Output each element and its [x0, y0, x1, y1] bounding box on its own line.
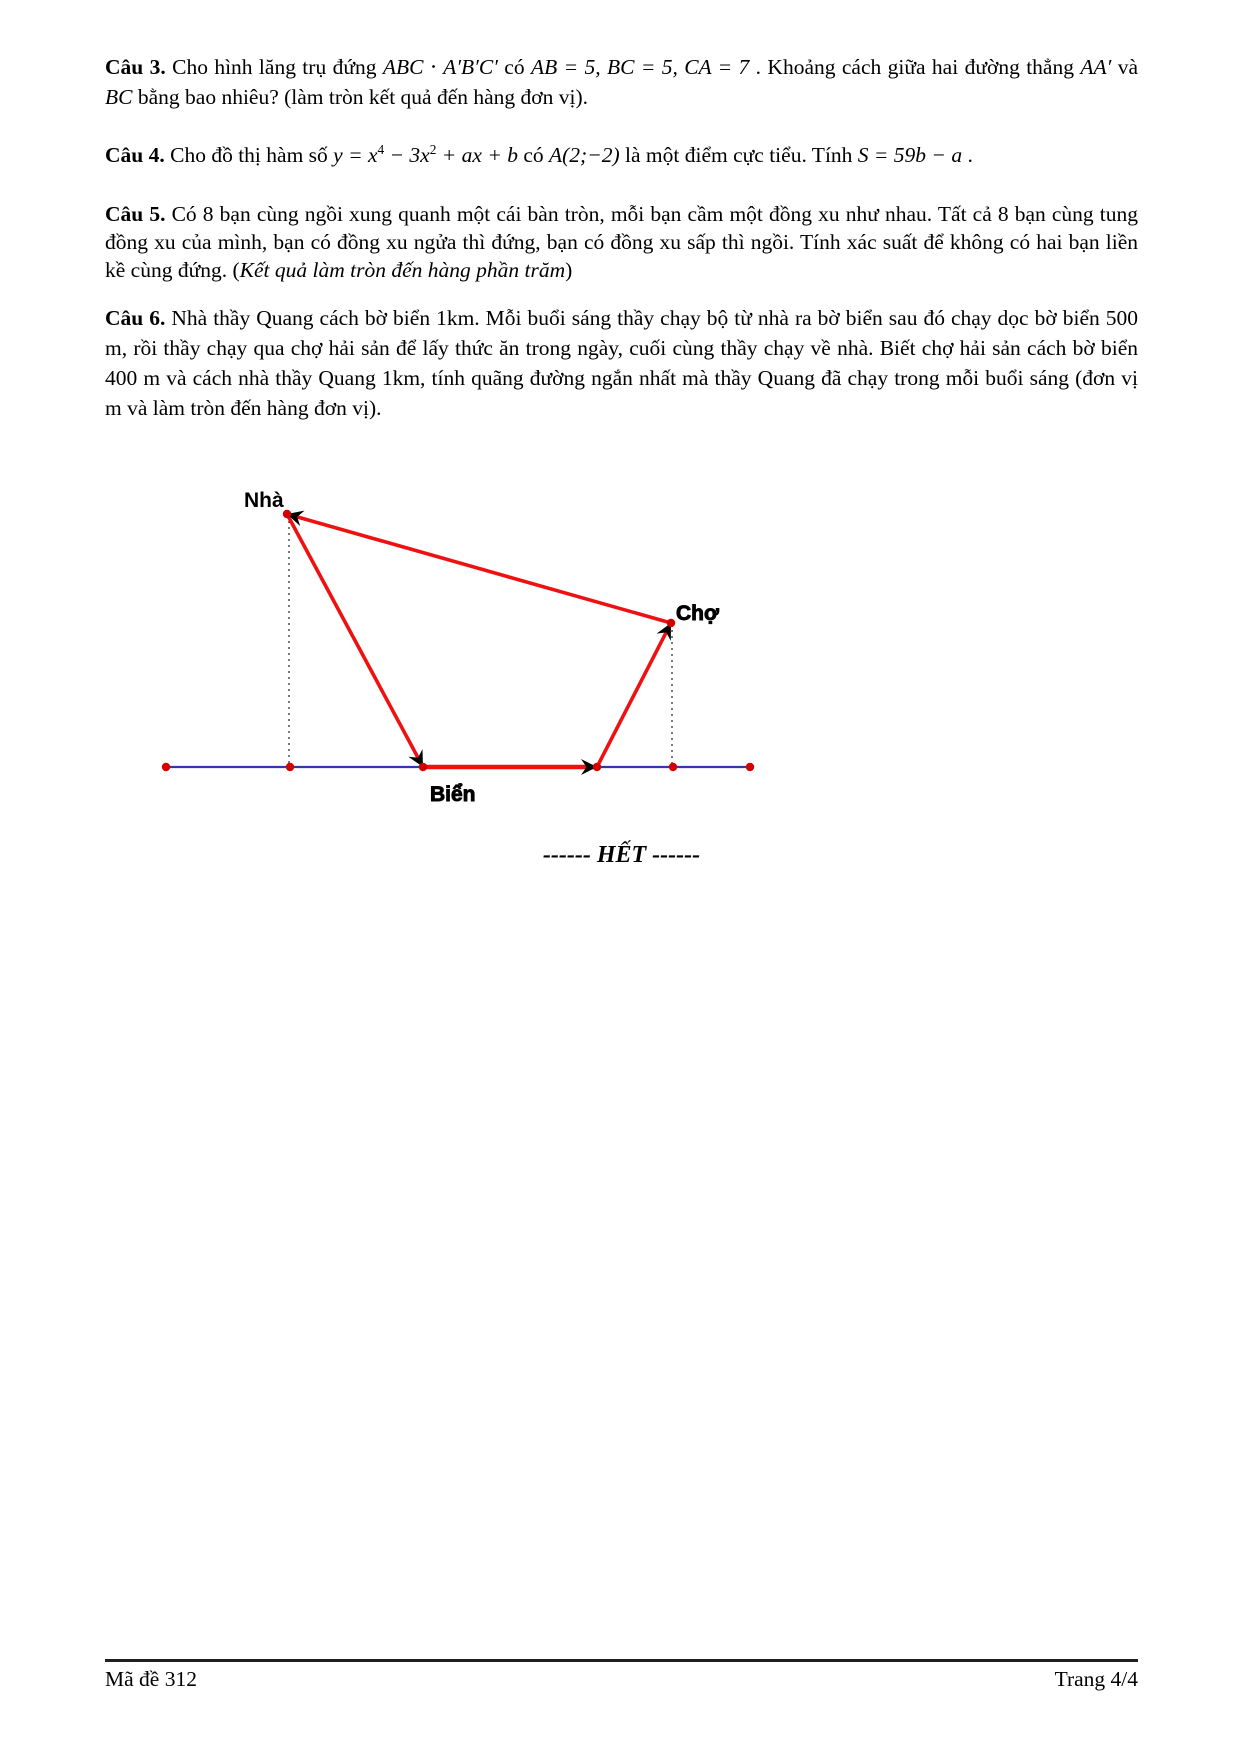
question-4-label: Câu 4.: [105, 143, 165, 167]
text-segment: Cho hình lăng trụ đứng: [165, 55, 383, 79]
route-market-to-home: [287, 514, 671, 623]
text-segment: Cho đồ thị hàm số: [164, 143, 334, 167]
math-prism-notation: ABC ⋅ A′B′C′: [382, 55, 498, 79]
diagram-labels: [244, 489, 719, 806]
question-5: [105, 200, 1138, 284]
text-segment: . Khoảng cách giữa hai đường thẳng: [749, 55, 1081, 79]
text-segment: là một điểm cực tiểu. Tính: [619, 143, 858, 167]
math-edge-aa: AA′: [1080, 55, 1112, 79]
exam-code: Mã đề 312: [105, 1667, 197, 1691]
house-label: Nhà: [244, 489, 284, 512]
math-function: + ax + b: [436, 143, 518, 167]
rounding-note-italic: Kết quả làm tròn đến hàng phần trăm: [239, 258, 566, 282]
route-beach-to-market: [597, 623, 671, 767]
diagram-points: [162, 510, 754, 771]
question-6: [105, 303, 1138, 423]
footer-divider: [105, 1659, 1138, 1662]
text-segment: có: [497, 55, 531, 79]
math-function: y = x: [333, 143, 378, 167]
market-point: [667, 619, 675, 627]
question-5-label: Câu 5.: [105, 202, 166, 226]
end-of-exam-marker: ------ HẾT ------: [542, 842, 701, 868]
market-foot-point: [669, 763, 677, 771]
math-function: − 3x: [384, 143, 430, 167]
page-number: Trang 4/4: [1054, 1667, 1138, 1691]
house-point: [283, 510, 291, 518]
math-exponent-2: 2: [429, 141, 437, 157]
text-segment: .: [962, 143, 973, 167]
beach-entry-point: [419, 763, 427, 771]
math-s-expression: S = 59b − a: [857, 143, 963, 167]
projection-lines: [289, 521, 672, 763]
shore-right-end-point: [746, 763, 754, 771]
market-label: Chợ: [676, 602, 719, 625]
text-segment: và: [1111, 55, 1139, 79]
text-segment: bằng bao nhiêu? (làm tròn kết quả đến hàng đơn vị).: [132, 85, 589, 109]
text-segment: Nhà thầy Quang cách bờ biển 1km. Mỗi buổi sáng thầy chạy bộ từ nhà ra bờ biển sau đó chạy dọc bờ biển 500 m, rồi thầy chạy qua chợ hải sản để lấy thức ăn trong ngày, cuối cùng thầy chạy về nhà. Biết chợ hải sản cách bờ biển 400 m và cách nhà thầy Quang 1km, tính quãng đường ngắn nhất mà thầy Quang đã chạy trong mỗi buổi sáng (đơn vị m và làm tròn đến hàng đơn vị).: [105, 306, 1139, 420]
math-point-a: A(2;−2): [549, 143, 620, 167]
math-edge-bc: BC: [105, 85, 133, 109]
text-segment: có: [517, 143, 550, 167]
page-footer: [105, 1667, 1138, 1692]
shore-left-end-point: [162, 763, 170, 771]
beach-exit-point: [593, 763, 601, 771]
math-side-lengths: AB = 5, BC = 5, CA = 7: [530, 55, 750, 79]
house-foot-point: [286, 763, 294, 771]
text-segment: ): [565, 258, 573, 282]
sea-label: Biển: [430, 783, 476, 806]
route-home-to-beach: [287, 514, 423, 767]
running-route: [287, 514, 671, 767]
question-3: [105, 52, 1138, 112]
question-4: [105, 138, 1138, 172]
math-exponent-4: 4: [377, 141, 385, 157]
question-6-label: Câu 6.: [105, 306, 166, 330]
question-3-label: Câu 3.: [105, 55, 166, 79]
route-diagram: [140, 440, 770, 810]
text-segment: Có 8 bạn cùng ngồi xung quanh một cái bàn tròn, mỗi bạn cầm một đồng xu như nhau. Tất cả 8 bạn cùng tung đồng xu của mình, bạn có đồng xu ngửa thì đứng, bạn có đồng xu sấp thì ngồi. Tính xác suất để không có hai bạn liền kề cùng đứng. (: [105, 202, 1138, 282]
